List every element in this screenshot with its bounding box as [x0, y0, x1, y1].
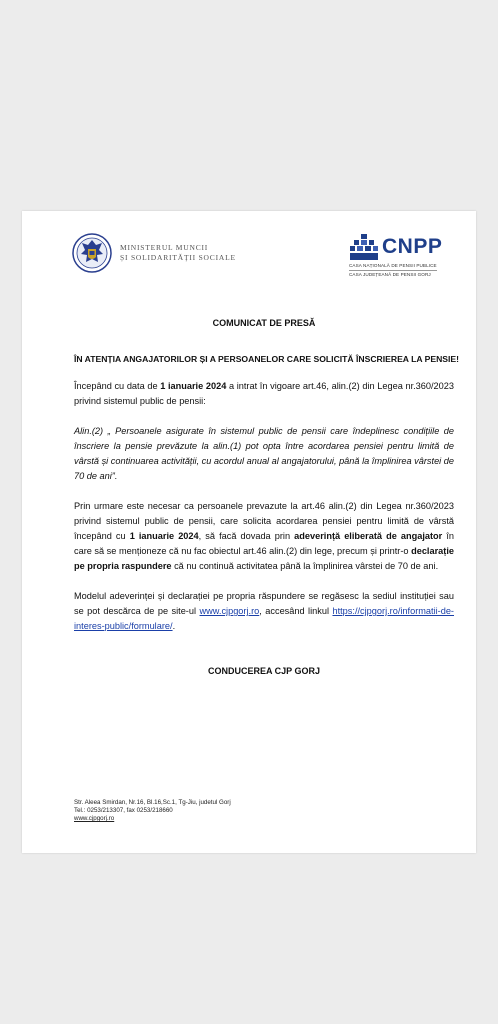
romanian-coat-of-arms-icon	[72, 231, 112, 275]
paragraph-download	[74, 589, 454, 634]
cnpp-mark-icon	[349, 233, 379, 261]
footer-phone: Tel.: 0253/213307, fax 0253/218660	[74, 807, 173, 814]
paragraph-intro	[74, 379, 454, 409]
document-page	[22, 211, 476, 853]
document-body	[74, 316, 459, 679]
cnpp-divider	[349, 270, 437, 271]
text-run: .	[172, 621, 176, 631]
footer-address: Str. Aleea Smirdan, Nr.16, Bl.16,Sc.1, Tg-Jiu, judetul Gorj	[74, 799, 231, 806]
text-run: în care să se menționeze că nu fac obiectul art.46 alin.(2) din lege, precum și printr-o	[74, 531, 454, 556]
document-headline: ÎN ATENȚIA ANGAJATORILOR ȘI A PERSOANELOR CARE SOLICITĂ ÎNSCRIEREA LA PENSIE!	[74, 354, 459, 364]
cnpp-subtitle-line2: CASA JUDEȚEANĂ DE PENSII GORJ	[349, 272, 431, 277]
bold-certificate: adeverință eliberată de angajator	[294, 531, 443, 541]
paragraph-requirements	[74, 499, 454, 574]
text-run: Modelul adeverinței și declarației pe propria răspundere se regăsesc la sediul instituției sau se pot descărca de pe site-ul	[74, 591, 454, 616]
text-run: a intrat în vigoare art.46, alin.(2) din Legea nr.360/2023 privind sistemul public de pensii:	[74, 381, 454, 406]
ministry-name-line2: ȘI SOLIDARITĂȚII SOCIALE	[120, 253, 236, 262]
text-run: Începând cu data de	[74, 381, 161, 391]
text-run: , să facă dovada prin	[198, 531, 295, 541]
bold-date: 1 ianuarie 2024	[129, 531, 199, 541]
footer-website-link[interactable]: www.cjpgorj.ro	[74, 815, 115, 822]
cnpp-logo	[349, 233, 449, 278]
text-run: că nu continuă activitatea până la împlinirea vârstei de 70 de ani.	[171, 561, 439, 571]
bold-declaration: declarație pe propria raspundere	[74, 546, 454, 571]
bold-date: 1 ianuarie 2024	[160, 381, 227, 391]
ministry-name-line1: MINISTERUL MUNCII	[120, 243, 209, 252]
text-run: , accesând linkul	[259, 606, 333, 616]
text-run: Prin urmare este necesar ca persoanele prevazute la art.46 alin.(2) din Legea nr.360/2023 privind sistemul public de pensii, care solicita acordarea pensiei pentru limită de vârstă începând cu	[74, 501, 454, 541]
ministry-logo	[72, 231, 236, 275]
website-link[interactable]: www.cjpgorj.ro	[199, 606, 260, 616]
paragraph-law-quote: Alin.(2) „ Persoanele asigurate în sistemul public de pensii care îndeplinesc condițiile de înscriere la pensie prevăzute la alin.(1) pot opta între acordarea pensiei pentru limită de vârstă și continuarea activității, cu acordul anual al angajatorului, până la împlinirea vârstei de 70 de ani”.	[74, 426, 454, 481]
document-title: COMUNICAT DE PRESĂ	[212, 318, 316, 328]
signature: CONDUCEREA CJP GORJ	[207, 666, 321, 676]
cnpp-subtitle-line1: CASA NAȚIONALĂ DE PENSII PUBLICE	[349, 263, 437, 268]
cnpp-wordmark: CNPP	[382, 235, 443, 258]
forms-link[interactable]: https://cjpgorj.ro/informatii-de-interes-public/formulare/	[74, 606, 454, 631]
footer	[74, 799, 231, 823]
